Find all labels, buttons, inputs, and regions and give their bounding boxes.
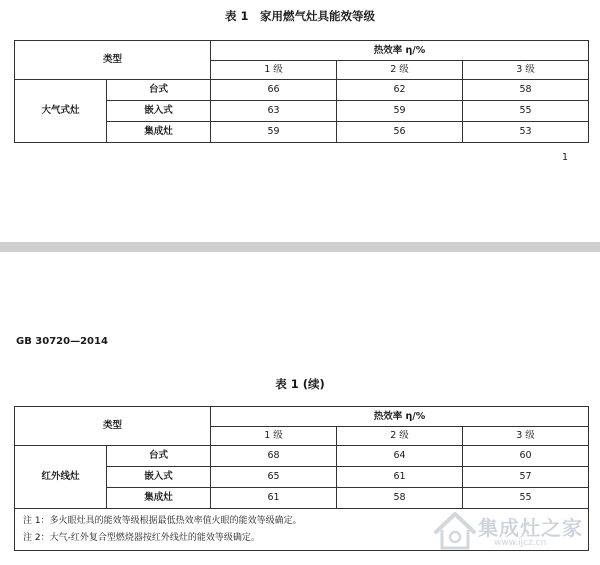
group-label: 大气式灶 — [15, 80, 107, 143]
note-1: 注 1：多火眼灶具的能效等级根据最低热效率值火眼的能效等级确定。 — [23, 515, 302, 526]
value-cell: 55 — [463, 101, 589, 122]
type-header: 类型 — [15, 41, 211, 80]
value-cell: 64 — [337, 446, 463, 467]
value-cell: 60 — [463, 446, 589, 467]
value-cell: 66 — [211, 80, 337, 101]
row-label: 集成灶 — [107, 488, 211, 509]
standard-code: GB 30720—2014 — [16, 336, 108, 347]
watermark-brand: 集成灶之家 — [478, 516, 583, 540]
value-cell: 58 — [337, 488, 463, 509]
value-cell: 55 — [463, 488, 589, 509]
value-cell: 61 — [337, 467, 463, 488]
row-label: 嵌入式 — [107, 101, 211, 122]
row-label: 集成灶 — [107, 122, 211, 143]
table-1-title: 表 1 家用燃气灶具能效等级 — [224, 9, 375, 23]
value-cell: 59 — [211, 122, 337, 143]
value-cell: 63 — [211, 101, 337, 122]
page-number: 1 — [562, 152, 569, 163]
note-2: 注 2：大气-红外复合型燃烧器按红外线灶的能效等级确定。 — [23, 532, 260, 543]
value-cell: 59 — [337, 101, 463, 122]
grade-header: 1 级 — [211, 61, 337, 80]
efficiency-header: 热效率 η/% — [211, 41, 589, 61]
group-label: 红外线灶 — [15, 446, 107, 509]
type-header: 类型 — [15, 407, 211, 446]
value-cell: 65 — [211, 467, 337, 488]
efficiency-header: 热效率 η/% — [211, 407, 589, 427]
grade-header: 2 级 — [337, 61, 463, 80]
value-cell: 61 — [211, 488, 337, 509]
value-cell: 57 — [463, 467, 589, 488]
value-cell: 62 — [337, 80, 463, 101]
energy-efficiency-table — [14, 40, 589, 143]
table-1-continued-title: 表 1 (续) — [275, 377, 325, 391]
row-label: 嵌入式 — [107, 467, 211, 488]
value-cell: 58 — [463, 80, 589, 101]
watermark-url: www.ijcz.cn — [494, 538, 547, 548]
page-separator — [0, 242, 600, 252]
grade-header: 3 级 — [463, 61, 589, 80]
table-row — [15, 80, 589, 101]
site-watermark — [432, 508, 592, 556]
row-label: 台式 — [107, 80, 211, 101]
value-cell: 53 — [463, 122, 589, 143]
grade-header: 3 级 — [463, 427, 589, 446]
table-row — [15, 446, 589, 467]
value-cell: 56 — [337, 122, 463, 143]
grade-header: 1 级 — [211, 427, 337, 446]
value-cell: 68 — [211, 446, 337, 467]
row-label: 台式 — [107, 446, 211, 467]
grade-header: 2 级 — [337, 427, 463, 446]
house-logo-icon — [432, 508, 478, 554]
